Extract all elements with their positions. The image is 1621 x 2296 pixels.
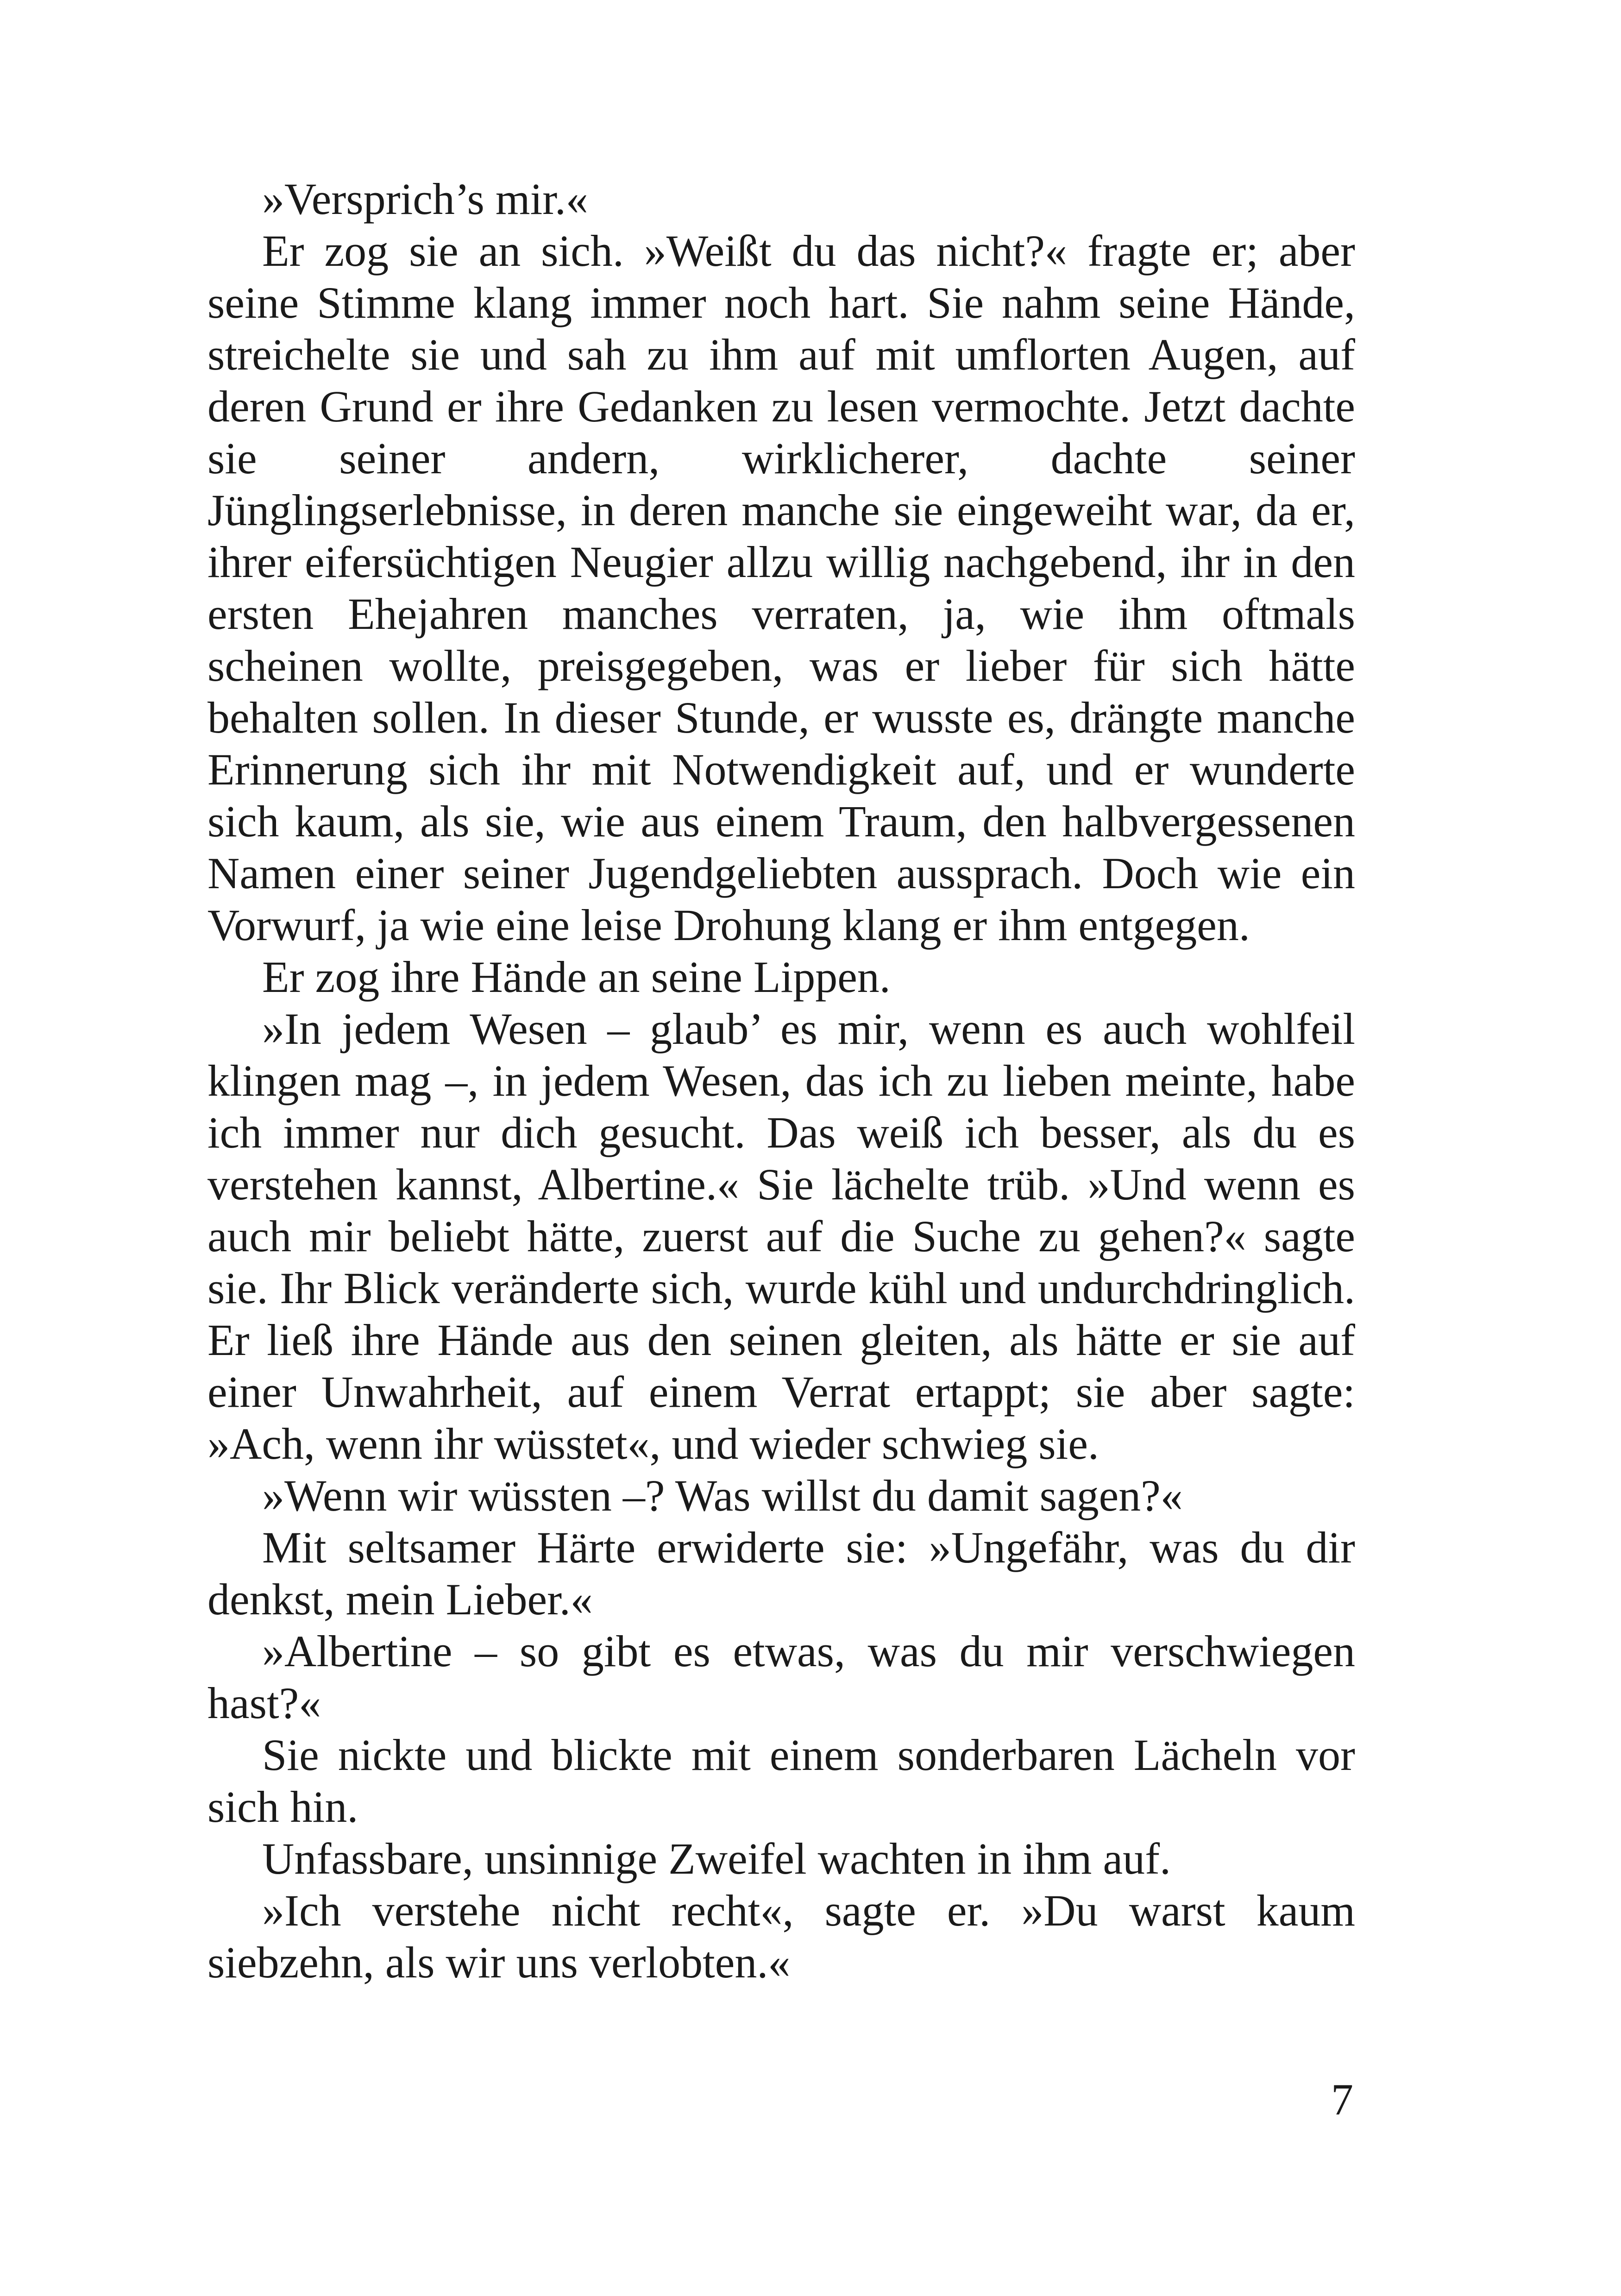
paragraph-4: »In jedem Wesen – glaub’ es mir, wenn es auch wohlfeil klingen mag –, in jedem Wesen, das ich zu lieben meinte, habe ich immer nur dich gesucht. Das weiß ich besser, als du es verstehen kannst, Albertine.« Sie lächelte trüb. »Und wenn es auch mir beliebt hätte, zuerst auf die Suche zu gehen?« sagte sie. Ihr Blick veränderte sich, wurde kühl und undurchdringlich. Er ließ ihre Hände aus den seinen gleiten, als hätte er sie auf einer Unwahrheit, auf einem Verrat ertappt; sie aber sagte: »Ach, wenn ihr wüsstet«, und wieder schwieg sie.	[207, 1004, 1355, 1468]
body-text	[207, 173, 1355, 1989]
paragraph-9: Unfassbare, unsinnige Zweifel wachten in ihm auf.	[262, 1834, 1171, 1883]
paragraph-7: »Albertine – so gibt es etwas, was du mir verschwiegen hast?«	[207, 1626, 1355, 1728]
paragraph-3: Er zog ihre Hände an seine Lippen.	[262, 952, 891, 1002]
page-number: 7	[1331, 2075, 1353, 2124]
paragraph-1: »Versprich’s mir.«	[262, 174, 588, 224]
paragraph-2: Er zog sie an sich. »Weißt du das nicht?« fragte er; aber seine Stimme klang immer noch hart. Sie nahm seine Hände, streichelte sie und sah zu ihm auf mit umflorten Augen, auf deren Grund er ihre Gedanken zu lesen vermochte. Jetzt dachte sie seiner andern, wirklicherer, dachte seiner Jünglingserlebnisse, in deren manche sie eingeweiht war, da er, ihrer eifersüchtigen Neugier allzu willig nachgebend, ihr in den ersten Ehejahren manches verraten, ja, wie ihm oftmals scheinen wollte, preisgegeben, was er lieber für sich hätte behalten sollen. In dieser Stunde, er wusste es, drängte manche Erinnerung sich ihr mit Notwendigkeit auf, und er wunderte sich kaum, als sie, wie aus einem Traum, den halbvergessenen Namen einer seiner Jugendgeliebten aussprach. Doch wie ein Vorwurf, ja wie eine leise Drohung klang er ihm entgegen.	[207, 226, 1355, 950]
paragraph-5: »Wenn wir wüssten –? Was willst du damit sagen?«	[262, 1471, 1183, 1520]
paragraph-10: »Ich verstehe nicht recht«, sagte er. »Du warst kaum siebzehn, als wir uns verlobten.«	[207, 1886, 1355, 1987]
paragraph-8: Sie nickte und blickte mit einem sonderbaren Lächeln vor sich hin.	[207, 1730, 1355, 1832]
paragraph-6: Mit seltsamer Härte erwiderte sie: »Ungefähr, was du dir denkst, mein Lieber.«	[207, 1523, 1355, 1624]
